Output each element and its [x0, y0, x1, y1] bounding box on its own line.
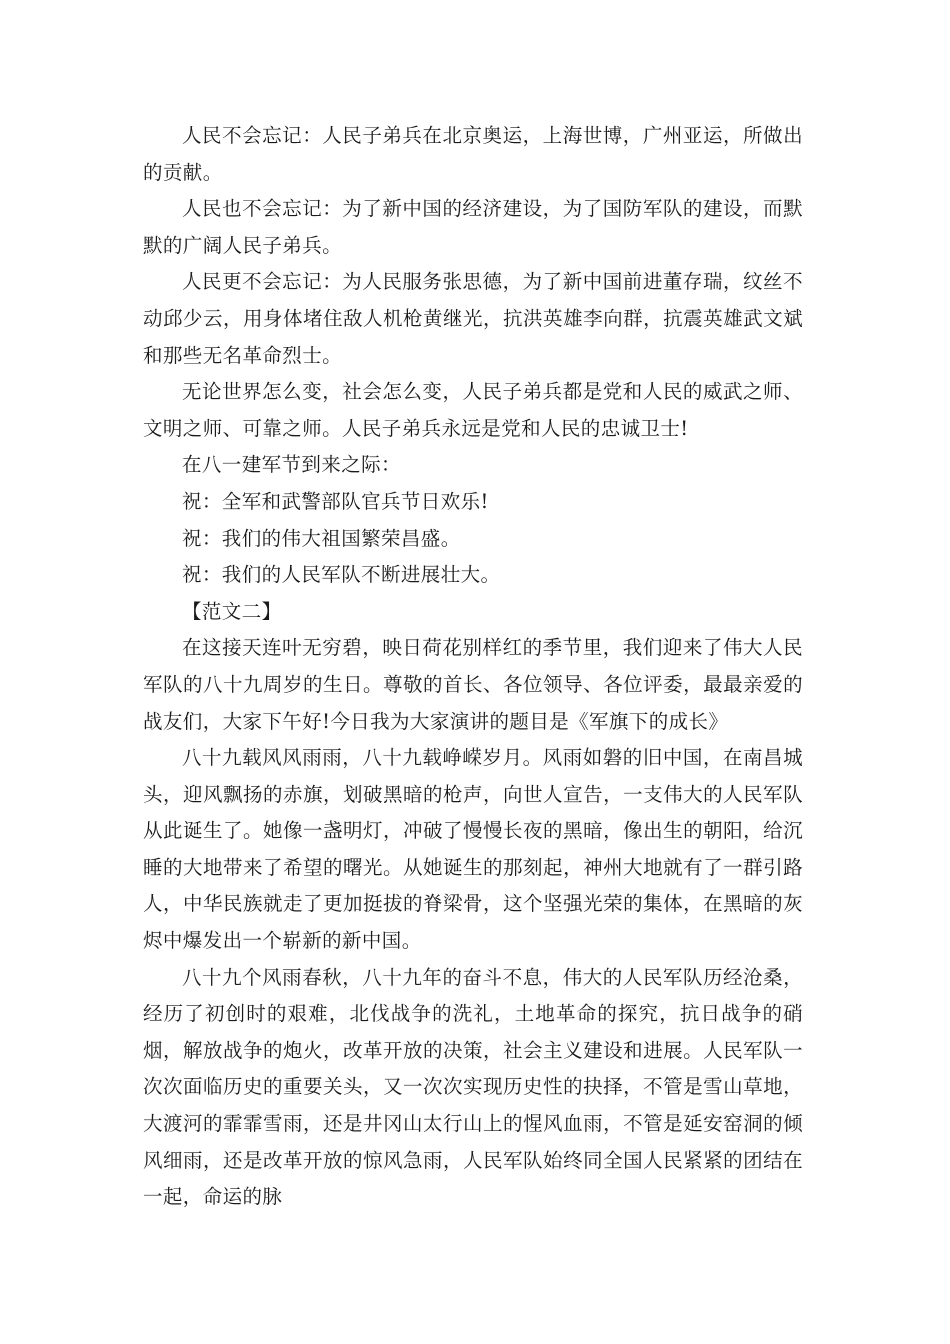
- paragraph: 在这接天连叶无穷碧，映日荷花别样红的季节里，我们迎来了伟大人民军队的八十九周岁的生日。尊敬的首长、各位领导、各位评委，最最亲爱的战友们，大家下午好!今日我为大家演讲的题目是《军旗下的成长》: [143, 636, 803, 733]
- paragraph: 在八一建军节到来之际：: [182, 453, 401, 477]
- paragraph: 八十九载风风雨雨，八十九载峥嵘岁月。风雨如磐的旧中国，在南昌城头，迎风飘扬的赤旗，划破黑暗的枪声，向世人宣告，一支伟大的人民军队从此诞生了。她像一盏明灯，冲破了慢慢长夜的黑暗，像出生的朝阳，给沉睡的大地带来了希望的曙光。从她诞生的那刻起，神州大地就有了一群引路人，中华民族就走了更加挺拔的脊梁骨，这个坚强光荣的集体，在黑暗的灰烬中爆发出一个崭新的新中国。: [143, 746, 803, 953]
- document-body: [143, 118, 803, 1216]
- paragraph: 无论世界怎么变，社会怎么变，人民子弟兵都是党和人民的威武之师、文明之师、可靠之师。人民子弟兵永远是党和人民的忠诚卫士!: [143, 380, 803, 440]
- paragraph: 八十九个风雨春秋，八十九年的奋斗不息，伟大的人民军队历经沧桑，经历了初创时的艰难，北伐战争的洗礼，土地革命的探究，抗日战争的硝烟，解放战争的炮火，改革开放的决策，社会主义建设和进展。人民军队一次次面临历史的重要关头，又一次次实现历史性的抉择，不管是雪山草地，大渡河的霏霏雪雨，还是井冈山太行山上的惺风血雨，不管是延安窑洞的倾风细雨，还是改革开放的惊风急雨，人民军队始终同全国人民紧紧的团结在一起，命运的脉: [143, 965, 803, 1209]
- paragraph: 祝：我们的伟大祖国繁荣昌盛。: [182, 526, 461, 550]
- paragraph: 人民不会忘记：人民子弟兵在北京奥运，上海世博，广州亚运，所做出的贡献。: [143, 124, 803, 184]
- paragraph: 祝：我们的人民军队不断进展壮大。: [182, 563, 501, 587]
- section-heading: 【范文二】: [182, 599, 282, 623]
- paragraph: 人民更不会忘记：为人民服务张思德，为了新中国前进董存瑞，纹丝不动邱少云，用身体堵住敌人机枪黄继光，抗洪英雄李向群，抗震英雄武文斌和那些无名革命烈士。: [143, 270, 803, 367]
- paragraph: 人民也不会忘记：为了新中国的经济建设，为了国防军队的建设，而默默的广阔人民子弟兵。: [143, 197, 803, 257]
- paragraph: 祝：全军和武警部队官兵节日欢乐!: [182, 489, 489, 513]
